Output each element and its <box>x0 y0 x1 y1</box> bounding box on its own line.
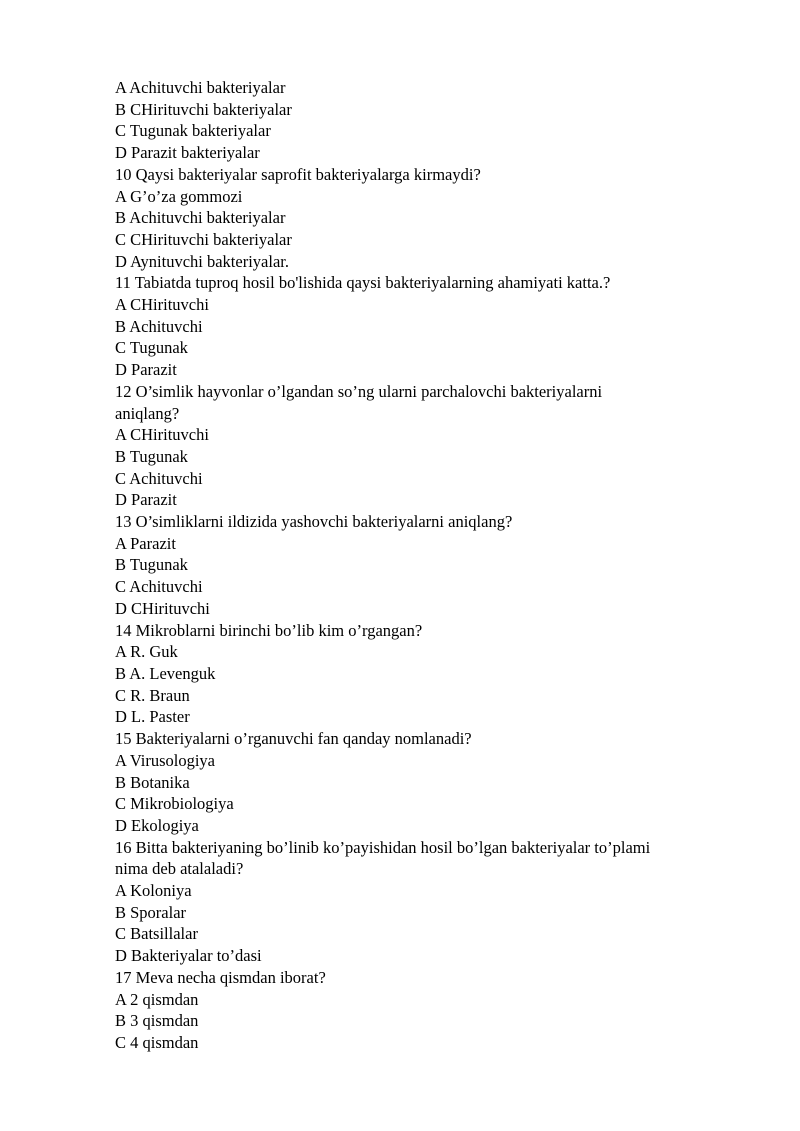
answer-option: D Bakteriyalar to’dasi <box>115 946 262 966</box>
question-12-continued: aniqlang? <box>115 403 180 423</box>
question-11: 11 Tabiatda tuproq hosil bo'lishida qaysi bakteriyalarning ahamiyati katta.? <box>115 273 611 293</box>
answer-option: B Tugunak <box>115 555 188 575</box>
answer-option: C Tugunak <box>115 338 188 358</box>
answer-option: D L. Paster <box>115 707 190 727</box>
question-16: 16 Bitta bakteriyaning bo’linib ko’payishidan hosil bo’lgan bakteriyalar to’plami <box>115 837 651 857</box>
answer-option: B CHirituvchi bakteriyalar <box>115 99 292 119</box>
question-17: 17 Meva necha qismdan iborat? <box>115 967 326 987</box>
answer-option: B Tugunak <box>115 446 188 466</box>
answer-option: B Achituvchi bakteriyalar <box>115 208 286 228</box>
answer-option: B Achituvchi <box>115 316 203 336</box>
answer-option: B Botanika <box>115 772 190 792</box>
answer-option: C Mikrobiologiya <box>115 794 234 814</box>
answer-option: D Parazit <box>115 490 177 510</box>
question-10: 10 Qaysi bakteriyalar saprofit bakteriyalarga kirmaydi? <box>115 164 481 184</box>
answer-option: A Koloniya <box>115 881 192 901</box>
question-12: 12 O’simlik hayvonlar o’lgandan so’ng ularni parchalovchi bakteriyalarni <box>115 381 603 401</box>
question-16-continued: nima deb atalaladi? <box>115 859 244 879</box>
document-page <box>115 77 735 1054</box>
answer-option: A Achituvchi bakteriyalar <box>115 78 286 97</box>
answer-option: A Virusologiya <box>115 750 215 770</box>
answer-option: C Tugunak bakteriyalar <box>115 121 271 141</box>
answer-option: B 3 qismdan <box>115 1011 199 1031</box>
answer-option: A CHirituvchi <box>115 295 209 315</box>
answer-option: A CHirituvchi <box>115 425 209 445</box>
answer-option: C Achituvchi <box>115 468 203 488</box>
answer-option: C R. Braun <box>115 685 190 705</box>
answer-option: A R. Guk <box>115 642 178 662</box>
answer-option: A G’o’za gommozi <box>115 186 243 206</box>
answer-option: C Achituvchi <box>115 577 203 597</box>
question-14: 14 Mikroblarni birinchi bo’lib kim o’rgangan? <box>115 620 423 640</box>
answer-option: B Sporalar <box>115 902 187 922</box>
answer-option: C 4 qismdan <box>115 1032 199 1052</box>
answer-option: D Ekologiya <box>115 815 199 835</box>
question-13: 13 O’simliklarni ildizida yashovchi bakteriyalarni aniqlang? <box>115 512 513 532</box>
answer-option: C CHirituvchi bakteriyalar <box>115 229 292 249</box>
answer-option: D Parazit <box>115 360 177 380</box>
answer-option: D Parazit bakteriyalar <box>115 143 260 163</box>
answer-option: A Parazit <box>115 533 176 553</box>
answer-option: C Batsillalar <box>115 924 198 944</box>
question-15: 15 Bakteriyalarni o’rganuvchi fan qanday nomlanadi? <box>115 729 472 749</box>
answer-option: D Aynituvchi bakteriyalar. <box>115 251 289 271</box>
answer-option: B A. Levenguk <box>115 663 216 683</box>
answer-option: D CHirituvchi <box>115 598 210 618</box>
answer-option: A 2 qismdan <box>115 989 199 1009</box>
